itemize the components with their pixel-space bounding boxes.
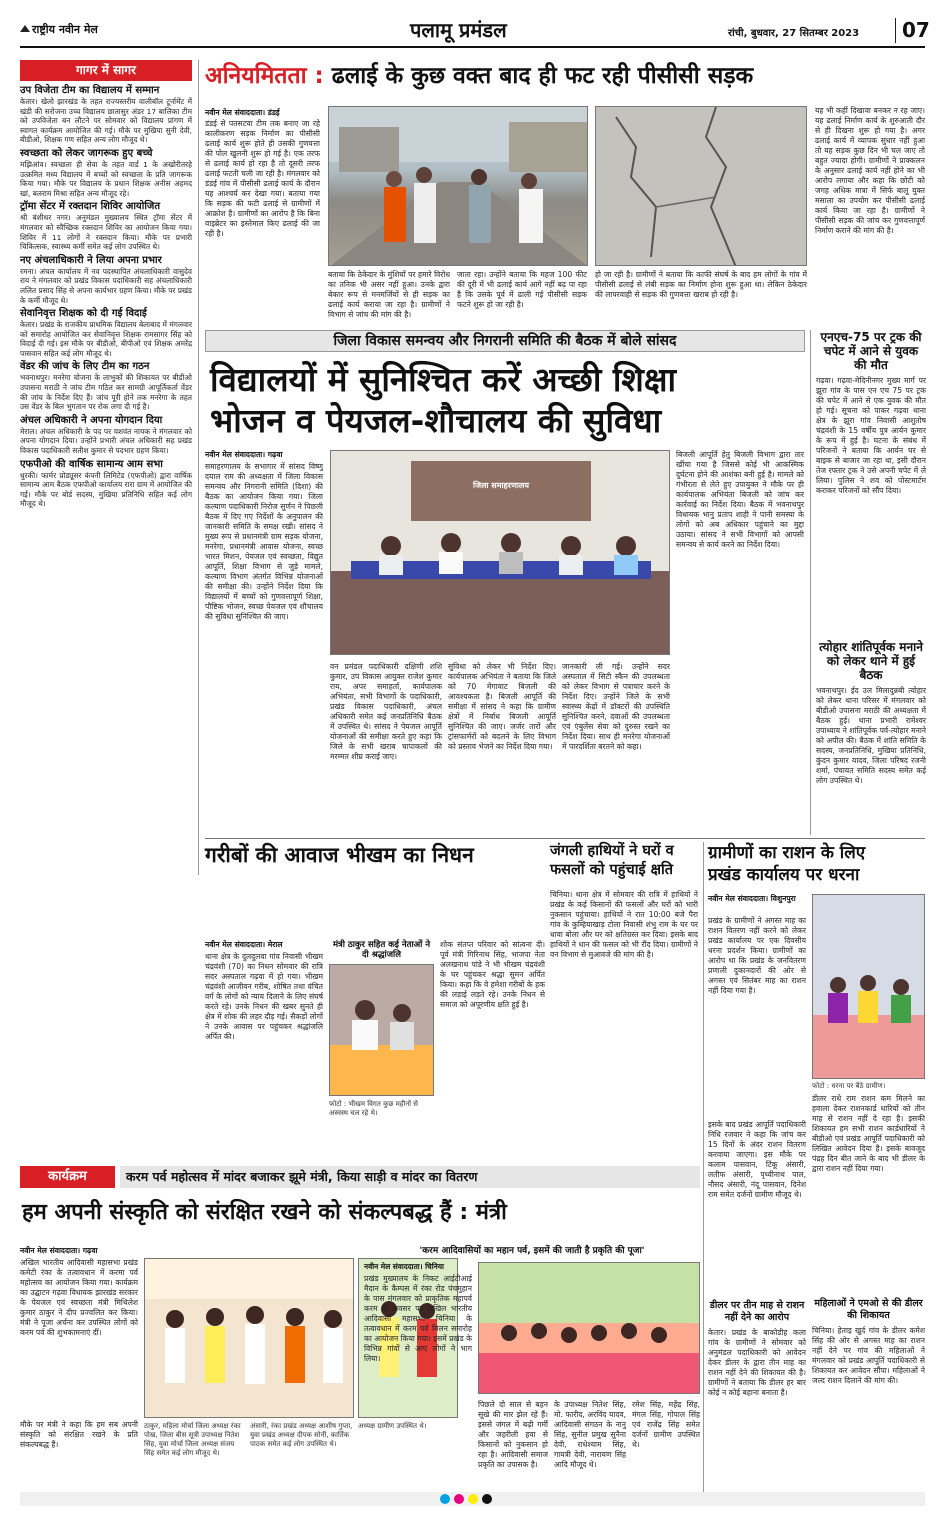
karam-photo-caption-3: अध्यक्ष ग्रामीण उपस्थित थे। [358, 1422, 427, 1430]
footer-bar [20, 1492, 925, 1506]
karam-photo-caption-2: अंसारी, रंका प्रखंड अध्यक्ष आशीष गुप्ता, युवा प्रखंड अध्यक्ष दीपक सोनी, कार्तिक पाठक समेत कई लोग उपस्थित थे। [250, 1422, 353, 1448]
bhikham-caption: फोटो : भीखम विगत कुछ महीनों से अस्वस्थ चल रहे थे। [329, 1100, 418, 1117]
bhikham-col1: थाना क्षेत्र के दुलदुलवा गांव निवासी भीखम चंद्रवंशी (70) का निधन सोमवार की रात्रि सदर अस्पताल गढ़वा में हो गया। भीखम चंद्रवंशी आजीवन गरीब, शोषित तथा वंचित वर्ग के लोगों को न्याय दिलाने के लिए संघर्ष करते रहे। उनके निधन की खबर सुनते ही क्षेत्र में शोक की लहर दौड़ गई। सैकड़ों लोगों ने उनके आवास पर पहुंचकर श्रद्धांजलि अर्पित की। [205, 952, 323, 1041]
bhikham-photo [329, 964, 434, 1096]
top-col5: यह भी कहीं दिखावा बनकर न रह जाए। यह ढलाई निर्माण कार्य के शुरुआती दौर से ही दिखना शुरू हो गया है। अगर ढलाई कार्य में व्यापक सुधार नहीं हुआ तो यह सड़क कुछ दिन भी चल जाए तो बहुत ज्यादा होगी। ग्रामीणों ने प्राक्कलन के अनुसार ढलाई कार्य नहीं होने का भी आरोप लगाया और कहा कि छोटी को जगह अधिक मात्रा में सिर्फ बालू युक्त मसाला का उपयोग कर पीसीसी ढलाई कार्य किया जा रहा है। ग्रामीणों ने पीसीसी सड़क की जांच कर गुणवत्तापूर्ण निर्माण कराने की मांग की है। [815, 106, 925, 235]
elephant-headline-line1: जंगली हाथियों ने घरों व [550, 843, 674, 859]
left-item-body: केतार। खेलो झारखंड के तहत राज्यस्तरीय वालीबॉल टूर्नामेंट में खंडी की सरोजना उच्च विद्यालय छातासुर अंडर 17 बालिका टीम को उपविजेता बन लौटने पर सोमवार को विद्यालय प्रांगण में स्वागत कार्यक्रम आयोजित की गई। मौके पर मुखिया सुनी देवी, बीडीओ, शिक्षक गण सहित अन्य लोग मौजूद थे। [20, 97, 192, 145]
section-rule [205, 838, 925, 839]
ration-story [708, 842, 925, 1502]
bhikham-story [205, 842, 545, 1162]
right-column [816, 330, 926, 835]
elephant-body: चिनिया। थाना क्षेत्र में सोमवार की रात्रि में हाथियों ने प्रखंड के कई किसानों की फसलों और घरों को भारी नुकसान पहुंचाया। हाथियों ने रात 10:00 बजे पैरा गांव के कुम्हियाखाड़ टोला निवासी शंभु राम के घर पर धावा बोला और घर को क्षतिग्रस्त कर दिया। इसके बाद हाथियों ने धान की फसल को भी रौंद दिया। ग्रामीणों ने वन विभाग से मुआवजे की मांग की है। [550, 890, 698, 959]
left-item-head: ट्रॉमा सेंटर में रक्तदान शिविर आयोजित [20, 201, 161, 213]
top-kicker: अनियमितता : [205, 63, 324, 89]
lead-headline-line1: विद्यालयों में सुनिश्चित करें अच्छी शिक्षा [210, 360, 677, 399]
lead-strap [205, 330, 805, 352]
left-item-body: श्री बंशीधर नगर। अनुमंडल मुख्यालय स्थित ट्रॉमा सेंटर में मंगलवार को स्वैच्छिक रक्तदान शिविर का आयोजन किया गया। शिविर में 11 लोगों ने रक्तदान किया। मौके पर प्रभारी चिकित्सक, स्वास्थ्य कर्मी समेत कई लोग उपस्थित थे। [20, 213, 192, 252]
top-col1: डंडई से पतसटवा टीम तक बनाए जा रहे कालीकरण सड़क निर्माण का पीसीसी ढलाई कार्य शुरू होते ही उसकी गुणवत्ता की पोल खुलनी शुरू हो गई है। एक तरफ से ढलाई कार्य हो रहा है तो दूसरी तरफ ढलाई फटती चली जा रही है। मंगलवार को डंडई गांव में पीसीसी ढलाई कार्य के दौरान यह आश्चर्य कर देखा गया। बताया गया कि सड़क की फटी ढलाई से ग्रामीणों में आक्रोश है। ग्रामीणों का आरोप है कि बिना वाइब्रेटर का इस्तेमाल किए ढलाई की जा रही है। [205, 119, 320, 238]
paper-logo-icon [20, 24, 30, 34]
left-item-body: मझिआंव। स्वच्छता ही सेवा के तहत वार्ड 1 के अखोरीतरहे उत्क्रमित मध्य विद्यालय में बच्चों को स्वच्छता के प्रति जागरूक किया गया। मौके पर विद्यालय के प्रधान शिक्षक अनीस अहमद खां, बलराम मिश्रा सहित अन्य मौजूद रहे। [20, 159, 192, 198]
masthead [20, 14, 930, 46]
karam-tag: कार्यक्रम [20, 1166, 115, 1188]
left-item-head: नए अंचलाधिकारी ने लिया अपना प्रभार [20, 254, 162, 266]
karam-strap-row [20, 1166, 700, 1188]
lead-col1: समाहरणालय के सभागार में सांसद विष्णु दयाल राम की अध्यक्षता में जिला विकास समन्वय और निगरानी समिति (दिशा) की बैठक का आयोजन किया गया। जिला कल्याण पदाधिकारी निरोज सुर्णन ने पिछली बैठक में दिए गए निर्देशों के अनुपालन की जानकारी समिति के समक्ष रखी। सांसद ने मुख्य रूप से प्रधानमंत्री ग्राम सड़क योजना, मनरेगा, प्रधानमंत्री आवास योजना, स्वच्छ भारत मिशन, पेयजल एवं स्वच्छता, विद्युत आपूर्ति, शिक्षा विभाग से जुड़े मामले, कल्याण विभाग अंतर्गत विभिन्न योजनाओं की समीक्षा की। उन्होंने निर्देश दिया कि विद्यालयों में बच्चों को गुणवत्तापूर्ण शिक्षा, पौष्टिक भोजन, स्वच्छ पेयजल एवं शौचालय की सुविधा सुनिश्चित की जाए। [205, 462, 323, 621]
elephant-story [550, 842, 698, 1162]
left-news-list [20, 85, 192, 509]
page-number: 07 [895, 18, 930, 43]
top-photo-villagers [328, 106, 588, 266]
gagar-tag: गागर में सागर [20, 60, 192, 81]
masthead-rule [20, 46, 925, 48]
bhikham-inset-head: मंत्री ठाकुर सहित कई नेताओं ने दी श्रद्धांजलि [332, 940, 431, 960]
ration-sub-head: महिलाओं ने एमओ से की डीलर की शिकायत [814, 1298, 923, 1321]
left-item-head: सेवानिवृत्त शिक्षक को दी गई विदाई [20, 308, 147, 320]
karam-quote: 'करम आदिवासियों का महान पर्व, इसमें की जाती है प्रकृति की पूजा' [419, 1246, 645, 1256]
lead-col2: वन प्रमंडल पदाधिकारी दक्षिणी शशि कुमार, उप विकास आयुक्त राजेश कुमार राय, अपर समाहर्ता, कार्यपालक अभियंता, सभी विभागों के पदाधिकारी, प्रखंड विकास पदाधिकारी, अंचल अधिकारी समेत कई जनप्रतिनिधि बैठक में उपस्थित थे। सांसद ने पेयजल आपूर्ति योजनाओं की समीक्षा करते हुए कहा कि जिले के सभी खराब चापाकलों की मरम्मत शीघ्र कराई जाए। [330, 662, 442, 761]
left-item-head: स्वच्छता को लेकर जागरूक हुए बच्चे [20, 147, 153, 159]
right-s2-head: त्योहार शांतिपूर्वक मनाने को लेकर थाने में हुई बैठक [819, 640, 923, 682]
left-item-body: धुरकी। फार्मर प्रोड्यूसर कंपनी लिमिटेड (एफपीओ) द्वारा वार्षिक सामान्य आम बैठक एफपीओ कार्यालय रारा ग्राम में आयोजित की गई। मौके पर बोर्ड सदस्य, मुखिया प्रतिनिधि सहित कई लोग मौजूद थे। [20, 470, 192, 509]
left-item-body: मेराल। अंचल अधिकारी के पद पर यशवंत नायक ने मंगलवार को अपना योगदान दिया। उन्होंने प्रभारी अंचल अधिकारी सह प्रखंड विकास पदाधिकारी सतीश कुमार से पदभार ग्रहण किया। [20, 426, 192, 456]
section-title: पलामू प्रमंडल [410, 18, 507, 42]
left-item-body: रमना। अंचल कार्यालय में नव पदस्थापित अंचलाधिकारी वासुदेव राय ने मंगलवार को प्रखंड विकास पदाधिकारी सह अंचलाधिकारी ललित प्रसाद सिंह से अपना कार्यभार ग्रहण किया। मौके पर प्रखंड के कर्मी मौजूद थे। [20, 266, 192, 305]
column-divider [703, 842, 704, 1502]
left-item-head: उप विजेता टीम का विद्यालय में सम्मान [20, 85, 160, 96]
lead-headline [210, 360, 805, 442]
karam-byline: नवीन मेल संवाददाता। गढ़वा [20, 1246, 98, 1255]
lead-col5: बिजली आपूर्ति हेतु बिजली विभाग द्वारा तार खींचा गया है जिससे कोई भी आकस्मिक दुर्घटना होने की आशंका बनी हुई है। मामले को गंभीरता से लेते हुए उपायुक्त ने मौके पर ही कार्यपालक अभियंता बिजली को जांच कर कार्रवाई का निर्देश दिया। बैठक में भवनाथपुर विधायक भानु प्रताप शाही ने पानी समस्या के लोगों को अब अधिकार पहुंचाने का मुद्दा उठाया। सांसद ने सभी विभागों को आपसी समन्वय से कार्य करने का निर्देश दिया। [676, 450, 804, 549]
dateline: रांची, बुधवार, 27 सितम्बर 2023 [728, 28, 860, 39]
right-s1-body: गढ़वा। गढ़वा-मेदिनीनगर मुख्य मार्ग पर झूरा गांव के पास एन एच 75 पर ट्रक की चपेट में आने से एक युवक की मौत हो गई। सूचना को पाकर गढ़वा थाना क्षेत्र के झूरा गांव निवासी आशुतोष चंद्रवंशी के 15 वर्षीय पुत्र आर्यन कुमार के रूप में हुई है। घटना के संबंध में परिजनों ने बताया कि आर्यन घर से बाइक से बाजार जा रहा था, इसी दौरान तेज रफ्तार ट्रक ने उसे अपनी चपेट में ले लिया। पुलिस ने शव को पोस्टमार्टम कराकर परिजनों को सौंप दिया। [816, 376, 926, 495]
registration-dot [468, 1494, 478, 1504]
lead-col4: जानकारी ली गई। उन्होंने सदर अस्पताल में सिटी स्कैन की उपलब्धता को लेकर विभाग से पत्राचार करने के निर्देश दिए। उन्होंने जिले के सभी स्वास्थ्य केंद्रों में डॉक्टरों की उपस्थिति सुनिश्चित करने, दवाओं की उपलब्धता एवं एंबुलेंस सेवा को दुरुस्त रखने का निर्देश दिया। साथ ही मनरेगा योजनाओं में पारदर्शिता बरतने को कहा। [562, 662, 670, 751]
lead-byline: नवीन मेल संवाददाता। गढ़वा [205, 450, 283, 459]
lead-col3: सुविधा को लेकर भी निर्देश दिए। कार्यपालक अभियंता ने बताया कि जिले को 70 मेगावाट बिजली की आवश्यकता है। बिजली आपूर्ति की समीक्षा में सांसद ने कहा कि ग्रामीण क्षेत्रों में निर्बाध बिजली आपूर्ति सुनिश्चित की जाए। जर्जर तारों और ट्रांसफार्मरों को बदलने के लिए विभाग को प्रस्ताव भेजने का निर्देश दिया गया। [448, 662, 556, 751]
top-headline [205, 62, 925, 90]
top-col2: बताया कि ठेकेदार के मुंशियों पर हमारे विरोध का तनिक भी असर नहीं हुआ। उनके द्वारा बेकार रूप से मनमर्जियों से ही सड़क का ढलाई कार्य कराया जा रहा है। ग्रामीणों ने विभाग से जांच की मांग की है। [328, 270, 450, 319]
left-column [20, 60, 192, 875]
karam-quote-col2: पिछले दो साल से बहन सूखे की मार झेल रहे हैं। इससे जंगल में बढ़ी गर्मी और जहरीली हवा से किसानों को नुकसान हो रहा है। आदिवासी समाज प्रकृति का उपासक है। [478, 1400, 548, 1469]
bhikham-headline: गरीबों की आवाज भीखम का निधन [205, 843, 474, 867]
right-s2-body: भवनाथपुर। ईद उल मिलादुन्नबी त्योहार को लेकर थाना परिसर में मंगलवार को बीडीओ उपासना मराठी की अध्यक्षता में बैठक हुई। थाना प्रभारी रामेश्वर उपाध्याय ने शांतिपूर्वक पर्व-त्योहार मनाने को अपील की। बैठक में शांति समिति के सदस्य, जनप्रतिनिधि, मुखिया प्रतिनिधि, कुंदन कुमार यादव, जिला परिषद रजनी शर्मा, पंचायत समिति सदस्य समेत कई लोग उपस्थित थे। [816, 686, 926, 785]
ration-sub2-body: केतार। प्रखंड के बाकोडीह कला गांव के ग्रामीणों ने सोमवार को अनुमंडल पदाधिकारी को आवेदन देकर डीलर के द्वारा तीन माह का राशन नहीं देने की शिकायत की है। ग्रामीणों ने बताया कि डीलर हर बार कोई न कोई बहाना बनाता है। [708, 1328, 806, 1397]
karam-photo-gathering [478, 1262, 700, 1394]
column-divider [198, 60, 199, 875]
lead-photo-sign: जिला समाहरणालय [473, 481, 529, 490]
registration-dot [482, 1494, 492, 1504]
left-item-body: भवनाथपुर। मनरेगा योजना के लाभुकों की शिकायत पर बीडीओ उपासना मराठी ने जांच टीम गठित कर सामग्री आपूर्तिकर्ता वेंडर की जांच के निर्देश दिए हैं। जांच पूरी होने तक मनरेगा के तहत उस वेंडर के बिल भुगतान पर रोक लगा दी गई है। [20, 373, 192, 412]
lead-strap-text: जिला विकास समन्वय और निगरानी समिति की बैठक में बोले सांसद [333, 333, 677, 349]
paper-name: राष्ट्रीय नवीन मेल [32, 23, 98, 36]
left-item-head: अंचल अधिकारी ने अपना योगदान दिया [20, 414, 163, 426]
top-photo-cracked-road [595, 106, 807, 266]
registration-dot [440, 1494, 450, 1504]
ration-photo-dharna [812, 894, 925, 1079]
lead-photo-meeting [330, 450, 670, 655]
top-byline: नवीन मेल संवाददाता। डंडई [205, 108, 280, 117]
bhikham-col2: शोक संतप्त परिवार को सांत्वना दी। पूर्व मंत्री गिरिनाथ सिंह, भाजपा नेता अलखनाथ पांडे ने भी भीखम चंद्रवंशी के घर पहुंचकर श्रद्धा सुमन अर्पित किया। कहा कि वे हमेशा गरीबों के हक की लड़ाई लड़ते रहे। उनके निधन से समाज को अपूरणीय क्षति हुई है। [440, 940, 545, 1009]
karam-quote-col4: रमेश सिंह, महेंद्र सिंह, मंगल सिंह, गोपाल सिंह एवं राजेंद्र सिंह समेत दर्जनों ग्रामीण उपस्थित थे। [632, 1400, 700, 1449]
column-divider [810, 330, 811, 835]
karam-quote-col3: के उपाध्यक्ष नितेश सिंह, मो. फारीद, अरविंद यादव, आदिवासी संगठन के नानु सिंह, सुनील प्रमुख सुनैना देवी, राधेश्याम सिंह, गायत्री देवी, नारायण सिंह आदि मौजूद थे। [554, 1400, 626, 1469]
ration-sub2-head: डीलर पर तीन माह से राशन नहीं देने का आरोप [709, 1300, 805, 1323]
ration-headline-line1: ग्रामीणों का राशन के लिए [708, 843, 866, 863]
karam-col1: अखिल भारतीय आदिवासी महासभा प्रखंड कमेटी रंका के तत्वावधान में करमा पर्व महोत्सव का आयोजन किया गया। कार्यक्रम का उद्घाटन गढ़वा विधायक झारखंड सरकार के पेयजल एवं स्वच्छता मंत्री मिथिलेश कुमार ठाकुर ने दीप प्रज्वलित कर किया। मंत्री ने पूजा अर्चना कर उपस्थित लोगों को करम पर्व की शुभकामनाएं दीं। [20, 1258, 138, 1337]
karam-photo-minister [144, 1258, 354, 1418]
left-item-head: एफपीओ की वार्षिक सामान्य आम सभा [20, 458, 163, 470]
top-story [205, 62, 925, 327]
ration-more: इसके बाद प्रखंड आपूर्ति पदाधिकारी निधि रजवार ने कहा कि जांच कर 15 दिनों के अंदर राशन वितरण करवाया जाएगा। इस मौके पर कलाम पासवान, टिंकू अंसारी, लतीफ अंसारी, पृथ्वीनाथ पाल, नौसद अंसारी, नंदू पासवान, दिनेश राम समेत दर्जनों ग्रामीण मौजूद थे। [708, 1120, 806, 1199]
ration-headline-line2: प्रखंड कार्यालय पर धरना [708, 865, 860, 885]
karam-col1b: मौके पर मंत्री ने कहा कि हम सब अपनी संस्कृति को संरक्षित रखने के प्रति संकल्पबद्ध हैं। [20, 1420, 138, 1449]
ration-caption: फोटो : धरना पर बैठे ग्रामीण। [812, 1082, 886, 1090]
karam-strap: करम पर्व महोत्सव में मांदर बजाकर झूमे मंत्री, किया साड़ी व मांदर का वितरण [120, 1166, 700, 1188]
ration-body2: डीलर राधे राम राशन कम मिलने का हवाला देकर राशनकार्ड धारियों को तीन माह से राशन नहीं दे रहा है। इसकी शिकायत हम सभी राशन कार्डधारियों ने बीडीओ एवं प्रखंड आपूर्ति पदाधिकारी को लिखित आवेदन दिया है। इसके बावजूद पंद्रह दिन बीत जाने के बाद भी डीलर के द्वारा राशन नहीं दिया गया। [812, 1094, 925, 1173]
left-item-head: वेंडर की जांच के लिए टीम का गठन [20, 361, 150, 373]
karam-photo-caption: ठाकुर, महिला मोर्चा जिला अध्यक्ष रंका पोख, जिला बीस सूत्री उपाध्यक्ष नितेश सिंह, युवा मोर्चा जिला अध्यक्ष संजय सिंह समेत कई लोग मौजूद थे। [144, 1422, 241, 1457]
lead-headline-line2: भोजन व पेयजल-शौचालय की सुविधा [210, 401, 662, 440]
elephant-headline-line2: फसलों को पहुंचाई क्षति [550, 862, 674, 878]
top-col3: जाता रहा। उन्होंने बताया कि महज 100 फीट की दूरी में भी ढलाई कार्य आगे नहीं बढ़ पा रहा है कि उसके पूर्व में ढाली गई पीसीसी सड़क फटने शुरू हो जा रही है। [457, 270, 587, 309]
right-s1-head: एनएच-75 पर ट्रक की चपेट में आने से युवक की मौत [820, 330, 922, 372]
karam-quote-byline: नवीन मेल संवाददाता। चिनिया [364, 1262, 444, 1271]
ration-body: प्रखंड के ग्रामीणों ने अगस्त माह का राशन वितरण नहीं करने को लेकर प्रखंड कार्यालय पर एक दिवसीय धरना प्रदर्शन किया। ग्रामीणों का आरोप था कि प्रखंड के जनवितरण प्रणाली दुकानदारों की ओर से अगस्त एवं सितंबर माह का राशन नहीं दिया गया है। [708, 916, 806, 995]
karam-headline: हम अपनी संस्कृति को संरक्षित रखने को संकल्पबद्ध हैं : मंत्री [22, 1200, 507, 1225]
bhikham-byline: नवीन मेल संवाददाता। मेराल [205, 940, 283, 949]
top-col4: हो जा रही है। ग्रामीणों ने बताया कि काफी संघर्ष के बाद हम लोगों के गांव में पीसीसी ढलाई से लंबी सड़क का निर्माण होना शुरू हुआ था। लेकिन ठेकेदार की लापरवाही से सड़क की गुणवत्ता खराब हो रही है। [595, 270, 807, 299]
karam-quote-body: प्रखंड मुख्यालय के निकट आईटीआई मैदान के कैम्पस में रंका रोड पंचमुहान के पास मंगलवार को प्राकृतिक महापर्व करम के अवसर पर अखिल भारतीय आदिवासी महासभा चिनिया के तत्वावधान में करम पर्व मिलन समारोह का आयोजन किया गया। इसमें प्रखंड के विभिन्न गांवों से आए लोगों ने भाग लिया। [364, 1274, 472, 1363]
left-item-body: केतार। प्रखंड के राजकीय प्राथमिक विद्यालय बेलाबाद में मंगलवार को समारोह आयोजित कर सेवानिवृत्त शिक्षक रामसागर सिंह को विदाई दी गई। इस मौके पर बीडीओ, बीपीओ एवं शिक्षक अमरेंद्र पासवान सहित कई लोग मौजूद थे। [20, 320, 192, 358]
top-headline-text: ढलाई के कुछ वक्त बाद ही फट रही पीसीसी सड़क [331, 63, 754, 89]
registration-marks [440, 1494, 496, 1504]
ration-sub-body: चिनिया। हेताइ खुर्द गांव के डीलर कमेश सिंह की ओर से अगस्त माह का राशन नहीं देने पर गांव की महिलाओं ने मंगलवार को प्रखंड आपूर्ति पदाधिकारी से शिकायत कर आवेदन सौंपा। महिलाओं ने जल्द राशन दिलाने की मांग की। [812, 1326, 925, 1385]
registration-dot [454, 1494, 464, 1504]
ration-byline: नवीन मेल संवाददाता। विशुनपुरा [708, 894, 796, 903]
